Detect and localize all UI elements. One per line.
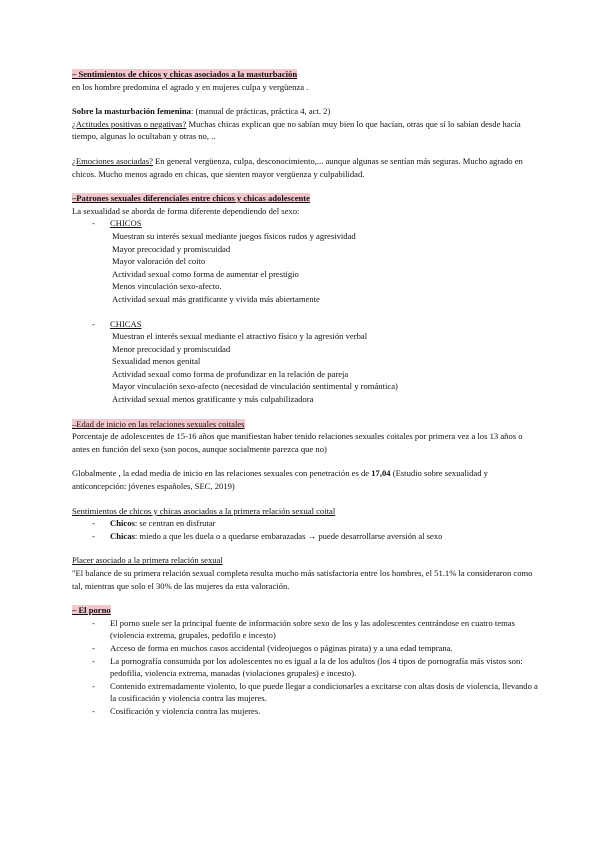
list-item: Actividad sexual como forma de aumentar el prestigio xyxy=(112,268,299,279)
list-item: - Chicas: miedo a que les duela o a quedarse embarazadas → puede desarrollarse aversión al sexo xyxy=(92,530,540,543)
list-item: Mayor valoración del coito xyxy=(112,256,206,267)
list-item: - Acceso de forma en muchos casos accidental (videojuegos o páginas pirata) y a una edad temprana. xyxy=(92,642,540,655)
list-item: - La pornografía consumida por los adolescentes no es igual a la de los adultos (los 4 tipos de pornografía más vistos son: pedofilia, violencia extrema, manadas (violaciones grupales) e incesto). xyxy=(92,655,540,680)
list-item: - CHICOS Muestran su interés sexual mediante juegos físicos rudos y agresividad Mayor precocidad y promiscuidad Mayor valoración del coito Actividad sexual como forma de aumentar el prestigio Menos vinculación sexo-afecto. Actividad sexual más gratificante y vivida más abiertamente xyxy=(92,217,540,305)
paragraph: Porcentaje de adolescentes de 15-16 años que manifiestan haber tenido relaciones sexuales coitales por primera vez a los 13 años o antes en función del sexo (son pocos, aunque socialmente parezca que no) xyxy=(72,431,523,454)
list-item: Menor precocidad y promiscuidad xyxy=(112,343,231,354)
heading-placer: Placer asociado a la primera relación sexual xyxy=(72,555,223,566)
list-item: - Cosificación y violencia contra las mujeres. xyxy=(92,705,540,718)
heading-edad-inicio: –Edad de inicio en las relaciones sexuales coitales xyxy=(72,418,245,429)
list-chicas xyxy=(72,318,540,406)
paragraph: en los hombre predomina el agrado y en mujeres culpa y vergüenza . xyxy=(72,81,309,92)
list-item: Actividad sexual menos gratificante y más culpabilizadora xyxy=(112,394,314,405)
list-sentimientos xyxy=(72,517,540,542)
list-item: Menos vinculación sexo-afecto. xyxy=(112,281,222,292)
list-chicos xyxy=(72,217,540,305)
list-item: Muestran su interés sexual mediante juegos físicos rudos y agresividad xyxy=(112,230,356,241)
list-item: Mayor vinculación sexo-afecto (necesidad de vinculación sentimental y romántica) xyxy=(112,381,398,392)
heading-patrones: –Patrones sexuales diferenciales entre chicos y chicas adolescente xyxy=(72,193,310,204)
list-item: - Chicos: se centran en disfrutar xyxy=(92,517,540,530)
paragraph: La sexualidad se aborda de forma diferente dependiendo del sexo: xyxy=(72,205,300,216)
list-item: Sexualidad menos genital xyxy=(112,356,201,367)
list-item: Mayor precocidad y promiscuidad xyxy=(112,243,231,254)
heading-masturbacion: – Sentimientos de chicos y chicas asociados a la masturbación xyxy=(72,69,298,79)
paragraph: "El balance de su primera relación sexual completa resulta mucho más satisfactoria entre los hombres, el 51.1% la consideraron como tal, mientras que solo el 30% de las mujeres da esta valoración. xyxy=(72,568,533,591)
list-item: Actividad sexual más gratificante y vivida más abiertamente xyxy=(112,293,320,304)
list-item: - El porno suele ser la principal fuente de información sobre sexo de los y las adolescentes centrándose en cuatro temas (violencia extrema, grupales, pedofilo e incesto) xyxy=(92,617,540,642)
list-item: - CHICAS Muestran el interés sexual mediante el atractivo físico y la agresión verbal Menor precocidad y promiscuidad Sexualidad menos genital Actividad sexual como forma de profundizar en la relación de pareja Mayor vinculación sexo-afecto (necesidad de vinculación sentimental y romántica) Actividad sexual menos gratificante y más culpabilizadora xyxy=(92,318,540,406)
paragraph: ¿Emociones asociadas? En general vergüenza, culpa, desconocimiento,... aunque algunas se sentían más seguras. Mucho agrado en chicos. Mucho menos agrado en chicas, que sienten mayor vergüenza y culpabilidad. xyxy=(72,155,523,179)
heading-porno: – El porno xyxy=(72,605,111,616)
paragraph: ¿Actitudes positivas o negativas? Muchas chicas explican que no sabían muy bien lo que hacían, otras que sí lo sabían desde hacía tiempo, algunas lo ocultaban y otras no, .. xyxy=(72,118,521,142)
list-item: Muestran el interés sexual mediante el atractivo físico y la agresión verbal xyxy=(112,331,368,342)
list-item: - Contenido extremadamente violento, lo que puede llegar a condicionarles a excitarse con altas dosis de violencia, llevando a la cosificación y violencia contra las mujeres. xyxy=(92,680,540,705)
heading-primera-relacion: Sentimientos de chicos y chicas asociados a la primera relación sexual coital xyxy=(72,505,336,516)
paragraph: Sobre la masturbación femenina: (manual de prácticas, práctica 4, act. 2) xyxy=(72,106,331,117)
list-item: Actividad sexual como forma de profundizar en la relación de pareja xyxy=(112,368,349,379)
list-porno xyxy=(72,617,540,718)
paragraph: Globalmente , la edad media de inicio en las relaciones sexuales con penetración es de 17,04 (Estudio sobre sexualidad y anticoncepción: jóvenes españoles, SEC, 2019) xyxy=(72,468,488,492)
document-page xyxy=(72,68,540,718)
